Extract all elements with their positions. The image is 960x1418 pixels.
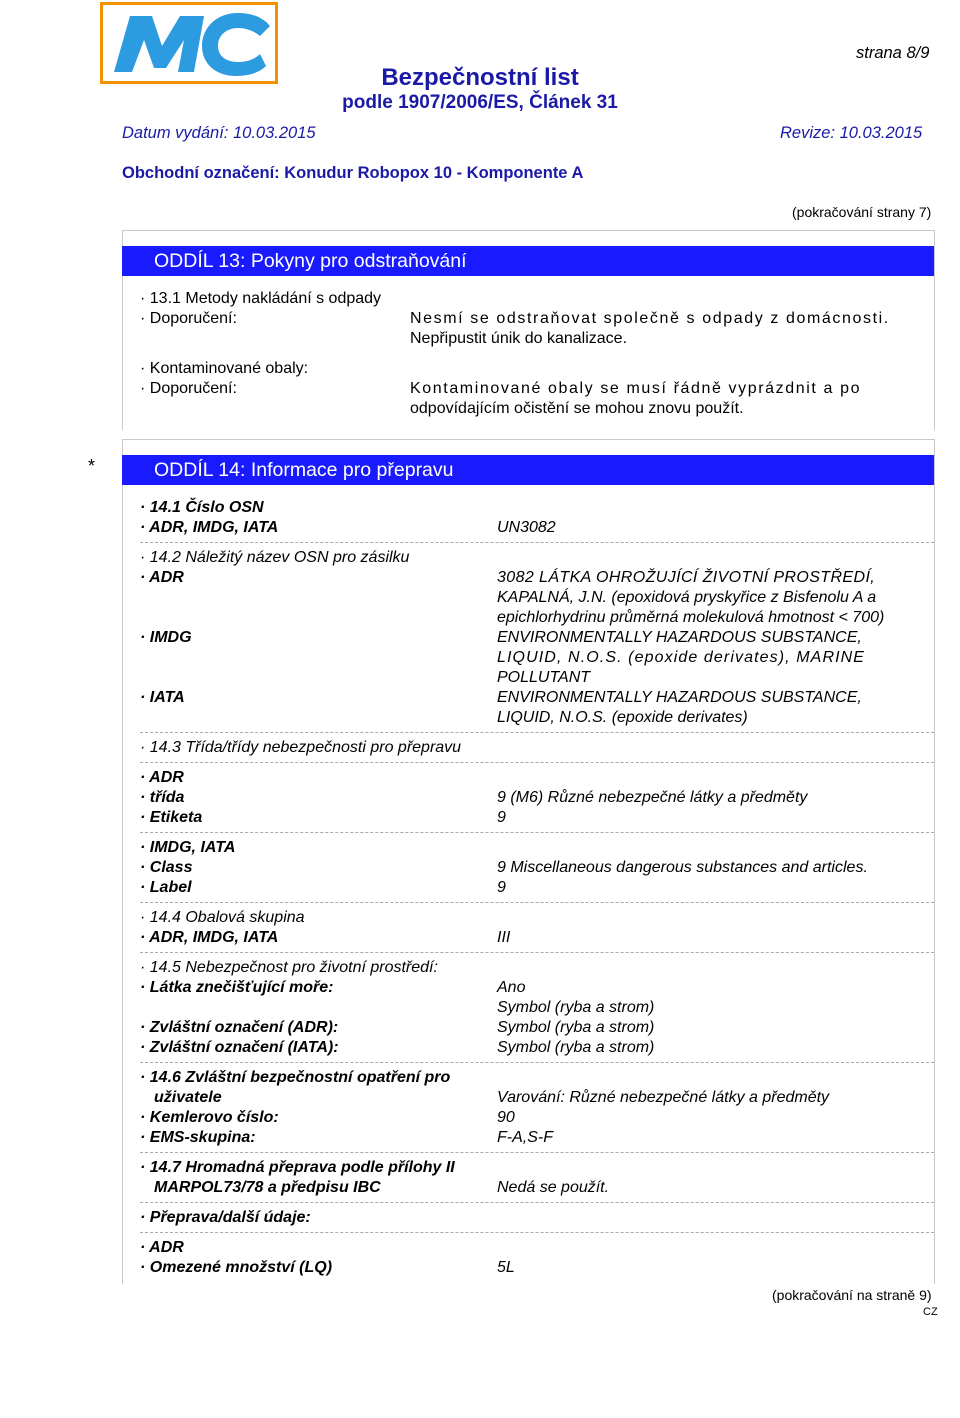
s13-rec2-line2: odpovídajícím očistění se mohou znovu použít. xyxy=(410,400,744,417)
s14-adr-mark-label: · Zvláštní označení (ADR): xyxy=(140,1019,339,1036)
s14-adr-line1: 3082 LÁTKA OHROŽUJÍCÍ ŽIVOTNÍ PROSTŘEDÍ, xyxy=(497,569,876,586)
change-marker: * xyxy=(88,456,96,476)
s14-bulk-value: Nedá se použít. xyxy=(497,1179,610,1196)
s14-un-head: · 14.1 Číslo OSN xyxy=(140,499,264,516)
continued-on: (pokračování na straně 9) xyxy=(772,1287,932,1303)
divider xyxy=(140,542,934,543)
s14-pack-value: III xyxy=(497,929,511,946)
divider xyxy=(140,832,934,833)
s14-class-value: 9 Miscellaneous dangerous substances and articles. xyxy=(497,859,868,876)
s14-class-imdg: · IMDG, IATA xyxy=(140,839,236,856)
s14-name-head: · 14.2 Náležitý název OSN pro zásilku xyxy=(140,549,410,566)
s14-prec-head2: uživatele xyxy=(154,1089,222,1106)
s13-rec-label: · Doporučení: xyxy=(140,310,237,327)
s14-prec-value: Varování: Různé nebezpečné látky a předměty xyxy=(497,1089,830,1106)
s14-iata-label: · IATA xyxy=(140,689,185,706)
s14-etiketa-label: · Etiketa xyxy=(140,809,203,826)
divider xyxy=(140,762,934,763)
s14-class-label: · Class xyxy=(140,859,193,876)
s14-marine-value2: Symbol (ryba a strom) xyxy=(497,999,655,1016)
s13-rec2-label: · Doporučení: xyxy=(140,380,237,397)
s14-bulk-head1: · 14.7 Hromadná přeprava podle přílohy II xyxy=(140,1159,455,1176)
s14-imdg-line2: LIQUID, N.O.S. (epoxide derivates), MARINE xyxy=(497,649,866,666)
trade-name: Obchodní označení: Konudur Robopox 10 - Komponente A xyxy=(122,164,584,182)
s14-kemler-label: · Kemlerovo číslo: xyxy=(140,1109,279,1126)
section14-title: ODDÍL 14: Informace pro přepravu xyxy=(154,459,454,481)
s14-label-label: · Label xyxy=(140,879,192,896)
s14-etiketa-value: 9 xyxy=(497,809,506,826)
issue-date: Datum vydání: 10.03.2015 xyxy=(122,124,316,142)
document-title: Bezpečnostní list xyxy=(381,64,579,91)
s14-imdg-line1: ENVIRONMENTALLY HAZARDOUS SUBSTANCE, xyxy=(497,629,862,646)
section13-right-border xyxy=(934,230,935,430)
s14-bulk-head2: MARPOL73/78 a předpisu IBC xyxy=(154,1179,381,1196)
s14-env-head: · 14.5 Nebezpečnost pro životní prostředí: xyxy=(140,959,438,976)
section13-header-bar xyxy=(122,246,934,276)
s14-un-value: UN3082 xyxy=(497,519,556,536)
s14-trida-label: · třída xyxy=(140,789,185,806)
language-code: CZ xyxy=(923,1306,938,1318)
s13-rec-line2: Nepřipustit únik do kanalizace. xyxy=(410,330,628,347)
section14-right-border xyxy=(934,439,935,1284)
s13-waste-methods: · 13.1 Metody nakládání s odpady xyxy=(140,290,382,307)
s14-trida-value: 9 (M6) Různé nebezpečné látky a předměty xyxy=(497,789,808,806)
s14-iata-line2: LIQUID, N.O.S. (epoxide derivates) xyxy=(497,709,748,726)
section14-top-rule xyxy=(122,439,934,440)
continued-from: (pokračování strany 7) xyxy=(792,204,932,220)
s14-label-value: 9 xyxy=(497,879,506,896)
s14-imdg-line3: POLLUTANT xyxy=(497,669,591,686)
s14-iata-mark-label: · Zvláštní označení (IATA): xyxy=(140,1039,339,1056)
s14-imdg-label: · IMDG xyxy=(140,629,192,646)
s14-adr-mark-value: Symbol (ryba a strom) xyxy=(497,1019,655,1036)
s14-prec-head1: · 14.6 Zvláštní bezpečnostní opatření pro xyxy=(140,1069,451,1086)
revision-date: Revize: 10.03.2015 xyxy=(780,124,923,142)
s13-contaminated-label: · Kontaminované obaly: xyxy=(140,360,309,377)
s14-transport-head: · Přeprava/další údaje: xyxy=(140,1209,311,1226)
s14-ems-value: F-A,S-F xyxy=(497,1129,553,1146)
divider xyxy=(140,1232,934,1233)
s14-adr-line3: epichlorhydrinu průměrná molekulová hmotnost < 700) xyxy=(497,609,885,626)
document-subtitle: podle 1907/2006/ES, Článek 31 xyxy=(342,92,618,113)
s14-adr-line2: KAPALNÁ, J.N. (epoxidová pryskyřice z Bisfenolu A a xyxy=(497,589,877,606)
s14-adr-label: · ADR xyxy=(140,569,184,586)
divider xyxy=(140,1152,934,1153)
s14-pack-head: · 14.4 Obalová skupina xyxy=(140,909,305,926)
section13-title: ODDÍL 13: Pokyny pro odstraňování xyxy=(154,250,467,272)
page-number: strana 8/9 xyxy=(856,44,930,62)
s14-iata-line1: ENVIRONMENTALLY HAZARDOUS SUBSTANCE, xyxy=(497,689,862,706)
s13-rec-line1: Nesmí se odstraňovat společně s odpady z domácnosti. xyxy=(410,310,890,327)
section14-header-bar xyxy=(122,455,934,485)
s14-pack-label: · ADR, IMDG, IATA xyxy=(140,929,279,946)
s14-kemler-value: 90 xyxy=(497,1109,515,1126)
s14-class-adr: · ADR xyxy=(140,769,184,786)
divider xyxy=(140,732,934,733)
s14-marine-label: · Látka znečišťující moře: xyxy=(140,979,334,996)
s14-iata-mark-value: Symbol (ryba a strom) xyxy=(497,1039,655,1056)
divider xyxy=(140,952,934,953)
s14-ems-label: · EMS-skupina: xyxy=(140,1129,256,1146)
divider xyxy=(140,1062,934,1063)
s14-lq-label: · Omezené množství (LQ) xyxy=(140,1259,333,1276)
s14-lq-value: 5L xyxy=(497,1259,515,1276)
divider xyxy=(140,1202,934,1203)
section13-top-rule xyxy=(122,230,934,231)
s14-un-label: · ADR, IMDG, IATA xyxy=(140,519,279,536)
s14-transport-adr: · ADR xyxy=(140,1239,184,1256)
section14-left-border xyxy=(122,439,123,1284)
s14-marine-value1: Ano xyxy=(497,979,526,996)
s13-rec2-line1: Kontaminované obaly se musí řádně vyprázdnit a po xyxy=(410,380,862,397)
divider xyxy=(140,902,934,903)
s14-class-head: · 14.3 Třída/třídy nebezpečnosti pro přepravu xyxy=(140,739,462,756)
